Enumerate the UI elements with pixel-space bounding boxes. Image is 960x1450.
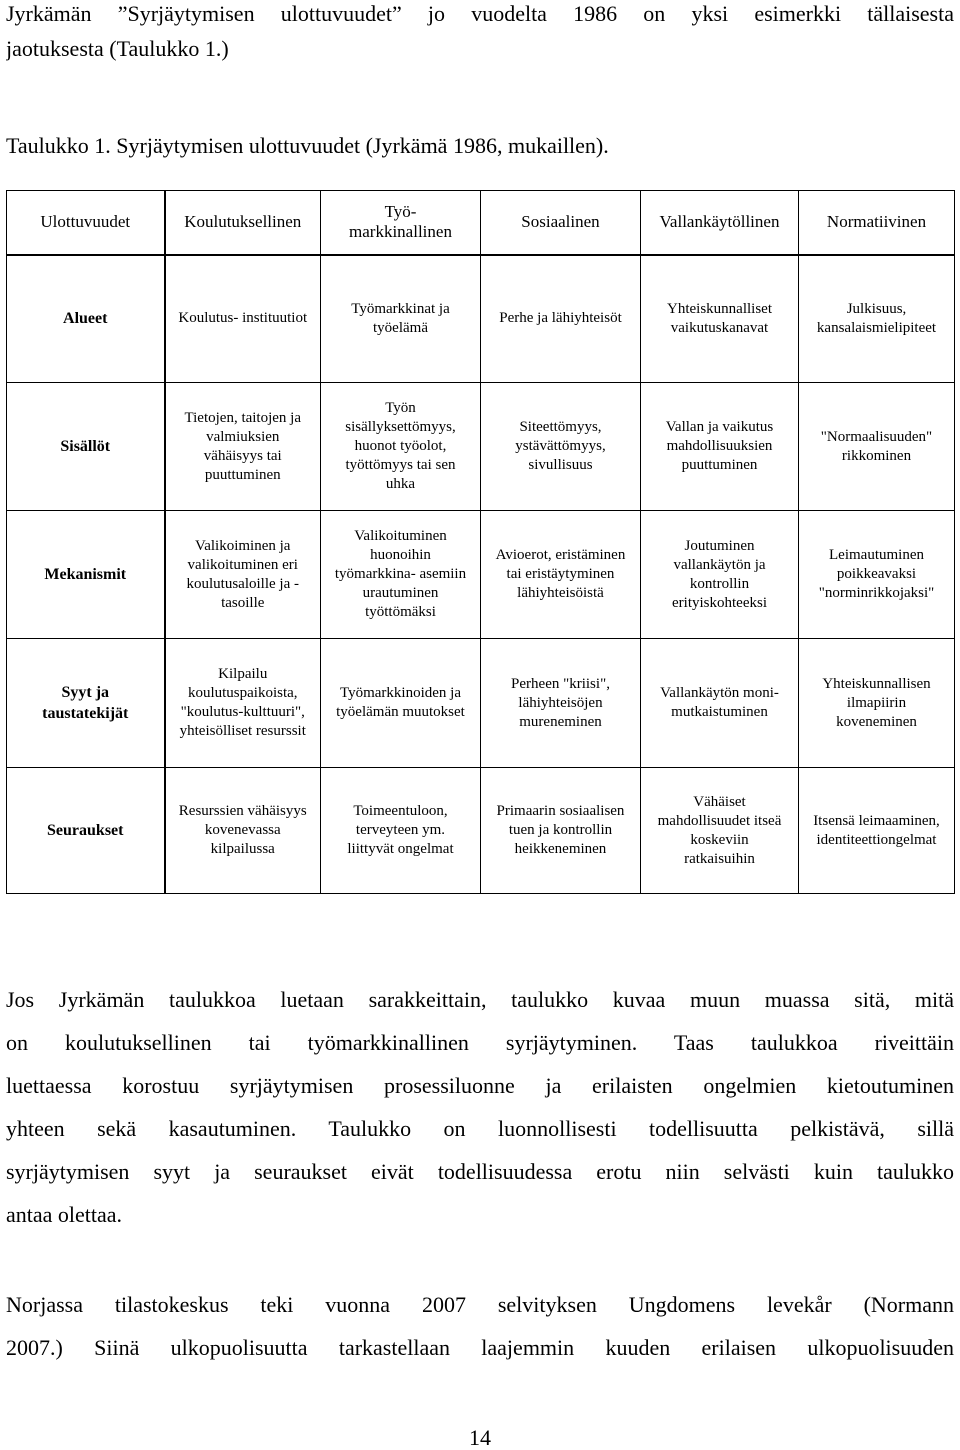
dimensions-table: [6, 190, 955, 894]
column-header-cell: [165, 191, 321, 255]
cell-line: "Normaalisuuden": [820, 428, 933, 445]
cell-line: koulutuspaikoista,: [187, 685, 298, 701]
row-header-cell: [7, 511, 165, 639]
cell-line: Perhe ja lähiyhteisöt: [499, 310, 622, 327]
cell-line: työttömäksi: [365, 604, 436, 620]
body-paragraph-1: [6, 980, 954, 1238]
cell-line: Koulutuksellinen: [184, 212, 302, 232]
cell-line: taustatekijät: [42, 705, 129, 722]
paragraph-line: on koulutuksellinen tai työmarkkinallinen syrjäytyminen. Taas taulukkoa riveittäin: [6, 1030, 954, 1055]
cell-line: Seuraukset: [47, 822, 124, 839]
table-cell: [165, 511, 321, 639]
cell-line: Syyt ja: [61, 684, 110, 701]
cell-line: Yhteiskunnallisen: [822, 675, 931, 692]
cell-line: Alueet: [63, 310, 108, 328]
table-container: [6, 190, 954, 894]
cell-line: ystävättömyys,: [515, 438, 606, 454]
cell-line: Vallankäytön moni-: [660, 685, 779, 701]
cell-line: Mekanismit: [44, 566, 127, 583]
cell-line: liittyvät ongelmat: [347, 841, 454, 857]
cell-line: Yhteiskunnalliset: [667, 300, 772, 317]
cell-line: Valikoituminen: [354, 528, 447, 544]
table-cell: [481, 768, 641, 894]
cell-line: erityiskohteeksi: [672, 594, 767, 611]
column-header-cell: [799, 191, 955, 255]
table-row: [7, 639, 955, 768]
cell-line: kansalaismielipiteet: [816, 319, 937, 336]
cell-line: identiteettiongelmat: [816, 831, 937, 848]
table-cell: [481, 639, 641, 768]
table-caption: Taulukko 1. Syrjäytymisen ulottuvuudet (Jyrkämä 1986, mukaillen).: [6, 133, 609, 158]
cell-line: Sosiaalinen: [521, 212, 600, 232]
row-header-cell: [7, 255, 165, 383]
table-cell: [641, 511, 799, 639]
table-cell: [641, 255, 799, 383]
paragraph-line: syrjäytymisen syyt ja seuraukset eivät todellisuudessa erotu niin selvästi kuin taulukko: [6, 1159, 954, 1184]
table-header-row: [7, 191, 955, 255]
table-cell: [799, 639, 955, 768]
table-cell: [321, 511, 481, 639]
cell-line: Tietojen, taitojen ja: [184, 409, 301, 426]
cell-line: vähäisyys tai: [203, 447, 282, 464]
column-header-cell: [481, 191, 641, 255]
cell-line: tai eristäytyminen: [506, 566, 615, 582]
cell-line: Työn: [385, 400, 416, 416]
table-cell: [641, 639, 799, 768]
cell-line: mutkaistuminen: [671, 704, 768, 720]
cell-line: ilmapiirin: [846, 694, 907, 711]
table-cell: [321, 255, 481, 383]
cell-line: Vallan ja vaikutus: [665, 419, 774, 435]
table-cell: [165, 383, 321, 511]
row-header-cell: [7, 639, 165, 768]
column-header-cell: [641, 191, 799, 255]
paragraph-line: luettaessa korostuu syrjäytymisen prosessiluonne ja erilaisten ongelmien kietoutuminen: [6, 1073, 954, 1098]
cell-line: Julkisuus,: [846, 300, 907, 317]
table-row: [7, 768, 955, 894]
cell-line: sivullisuus: [528, 457, 593, 473]
cell-line: valmiuksien: [206, 428, 280, 445]
cell-line: Resurssien vähäisyys: [178, 803, 307, 819]
cell-line: koskeviin: [690, 831, 749, 848]
cell-line: "norminrikkojaksi": [818, 585, 935, 601]
cell-line: yhteisölliset resurssit: [179, 723, 306, 739]
table-cell: [321, 639, 481, 768]
paragraph-line: yhteen sekä kasautuminen. Taulukko on luonnollisesti todellisuutta pelkistävä, sillä: [6, 1116, 954, 1141]
intro-paragraph: [6, 0, 954, 70]
cell-line: vaikutuskanavat: [670, 319, 769, 336]
header-cell-dimensions: [7, 191, 165, 255]
cell-line: huonot työolot,: [354, 438, 447, 454]
cell-line: mureneminen: [519, 713, 602, 730]
cell-line: valikoituminen eri: [187, 556, 298, 573]
table-body: [7, 191, 955, 894]
intro-line: Jyrkämän ”Syrjäytymisen ulottuvuudet” jo vuodelta 1986 on yksi esimerkki tällaisesta: [6, 1, 954, 26]
table-cell: [165, 639, 321, 768]
paragraph-line: Jos Jyrkämän taulukkoa luetaan sarakkeittain, taulukko kuvaa muun muassa sitä, mitä: [6, 987, 954, 1012]
table-cell: [481, 255, 641, 383]
table-cell: [481, 511, 641, 639]
cell-line: työelämä: [373, 319, 428, 336]
cell-line: työelämän muutokset: [336, 704, 465, 720]
intro-line: jaotuksesta (Taulukko 1.): [6, 36, 229, 61]
cell-line: Primaarin sosiaalisen: [496, 803, 625, 819]
cell-line: koveneminen: [836, 713, 917, 730]
cell-line: heikkeneminen: [514, 841, 607, 857]
page-number: 14: [469, 1425, 491, 1450]
cell-line: Työmarkkinat ja: [351, 300, 450, 317]
table-cell: [641, 383, 799, 511]
table-cell: [321, 383, 481, 511]
cell-line: vallankäytön ja: [673, 556, 766, 573]
cell-line: Siteettömyys,: [519, 419, 602, 435]
table-cell: [799, 383, 955, 511]
cell-line: Vallankäytöllinen: [659, 212, 780, 232]
table-row: [7, 255, 955, 383]
cell-line: Sisällöt: [60, 438, 111, 455]
cell-line: Leimautuminen: [829, 547, 924, 563]
cell-line: Työmarkkinoiden ja: [339, 685, 461, 701]
paragraph-line: Norjassa tilastokeskus teki vuonna 2007 selvityksen Ungdomens levekår (Normann: [6, 1292, 954, 1317]
cell-line: puuttuminen: [204, 466, 281, 483]
cell-line: kontrollin: [689, 575, 750, 592]
row-header-cell: [7, 383, 165, 511]
cell-line: markkinallinen: [349, 222, 452, 242]
cell-line: sisällyksettömyys,: [345, 419, 456, 435]
cell-line: Ulottuvuudet: [40, 212, 131, 232]
cell-line: työmarkkina- asemiin: [334, 566, 467, 582]
cell-line: Normatiivinen: [826, 212, 927, 232]
table-cell: [799, 511, 955, 639]
table-cell: [165, 768, 321, 894]
paragraph-line: 2007.) Siinä ulkopuolisuutta tarkastellaan laajemmin kuuden erilaisen ulkopuolisuuden: [6, 1335, 954, 1360]
cell-line: kovenevassa: [204, 822, 281, 838]
cell-line: huonoihin: [370, 547, 431, 563]
table-cell: [481, 383, 641, 511]
cell-line: Valikoiminen ja: [195, 537, 291, 554]
cell-line: Perheen "kriisi",: [511, 675, 610, 692]
cell-line: Toimeentuloon,: [353, 803, 448, 819]
body-paragraph-2: [6, 1285, 954, 1371]
cell-line: tasoille: [221, 594, 265, 611]
cell-line: lähiyhteisöjen: [518, 694, 603, 711]
cell-line: "koulutus-kulttuuri",: [180, 704, 305, 720]
cell-line: Työ-: [384, 202, 417, 222]
column-header-cell: [321, 191, 481, 255]
table-cell: [799, 255, 955, 383]
cell-line: uhka: [385, 476, 416, 492]
cell-line: Joutuminen: [684, 537, 755, 554]
cell-line: mahdollisuudet itseä: [657, 812, 782, 829]
cell-line: terveyteen ym.: [355, 822, 446, 838]
table-cell: [799, 768, 955, 894]
cell-line: Kilpailu: [218, 666, 268, 682]
cell-line: koulutusaloille ja -: [186, 575, 299, 592]
cell-line: Avioerot, eristäminen: [495, 547, 626, 563]
cell-line: työttömyys tai sen: [345, 457, 456, 473]
cell-line: Vähäiset: [693, 793, 746, 810]
cell-line: tuen ja kontrollin: [508, 822, 613, 838]
cell-line: poikkeavaksi: [836, 566, 917, 582]
table-row: [7, 511, 955, 639]
cell-line: puuttuminen: [681, 457, 758, 473]
cell-line: mahdollisuuksien: [666, 438, 773, 454]
table-row: [7, 383, 955, 511]
table-cell: [165, 255, 321, 383]
cell-line: Koulutus- instituutiot: [178, 310, 308, 327]
cell-line: urautuminen: [362, 585, 439, 601]
table-cell: [641, 768, 799, 894]
cell-line: kilpailussa: [210, 841, 275, 857]
cell-line: rikkominen: [841, 447, 912, 464]
row-header-cell: [7, 768, 165, 894]
cell-line: Itsensä leimaaminen,: [813, 812, 940, 829]
cell-line: ratkaisuihin: [684, 850, 755, 867]
cell-line: lähiyhteisöistä: [517, 585, 604, 601]
paragraph-line: antaa olettaa.: [6, 1202, 123, 1227]
table-cell: [321, 768, 481, 894]
